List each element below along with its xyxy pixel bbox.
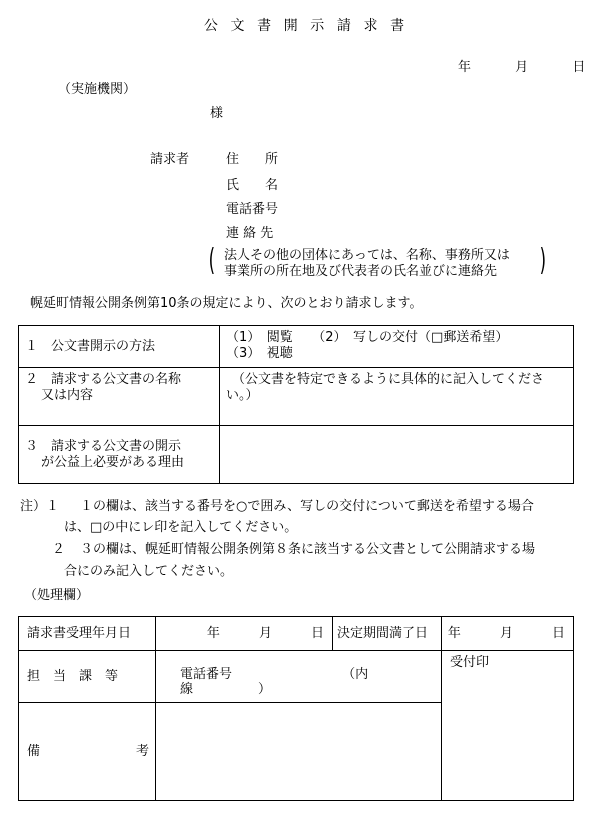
method-options-line1: （1） 閲覧 （2） 写しの交付（□郵送希望） xyxy=(226,330,509,345)
date-year: 年 xyxy=(458,60,472,75)
received-date-label-cell xyxy=(19,617,156,651)
deadline-field[interactable] xyxy=(442,617,574,651)
note1-line1: １の欄は、該当する番号を○で囲み、写しの交付について郵送を希望する場合 xyxy=(80,499,534,514)
doc-name-hint-line2: い。） xyxy=(226,387,259,403)
note1-line2: は、□の中にレ印を記入してください。 xyxy=(64,520,298,535)
processing-table xyxy=(18,616,574,801)
date-month: 月 xyxy=(515,60,529,75)
reason-label-line2: が公益上必要がある理由 xyxy=(41,454,185,470)
doc-name-label-line2: 又は内容 xyxy=(41,387,94,403)
right-paren-icon: ) xyxy=(539,243,547,278)
method-label: １ 公文書開示の方法 xyxy=(25,338,156,354)
deadline-month: 月 xyxy=(499,625,513,641)
phone-label: 電話番号 xyxy=(226,202,279,217)
sama-label: 様 xyxy=(210,106,224,121)
requester-label: 請求者 xyxy=(150,152,190,167)
received-month: 月 xyxy=(258,625,272,641)
org-label: （実施機関） xyxy=(58,82,137,97)
deadline-label-cell xyxy=(333,617,442,651)
intro-text: 幌延町情報公開条例第10条の規定により、次のとおり請求します。 xyxy=(30,296,423,311)
date-header xyxy=(458,60,585,76)
stamp-label: 受付印 xyxy=(450,655,490,670)
reason-field[interactable] xyxy=(220,426,574,484)
doc-name-hint-line1: （公文書を特定できるように具体的に記入してくださ xyxy=(232,372,545,387)
left-paren-icon: ( xyxy=(208,243,216,278)
address-label: 住 所 xyxy=(226,152,279,167)
remarks-label-2: 考 xyxy=(135,743,149,759)
note2-line2: 合にのみ記入してください。 xyxy=(64,564,234,579)
date-day: 日 xyxy=(572,60,586,75)
remarks-label-cell xyxy=(19,703,156,801)
dept-phone-label: 電話番号 xyxy=(180,666,233,682)
doc-name-label-cell xyxy=(19,368,220,426)
received-date-field[interactable] xyxy=(156,617,333,651)
deadline-label: 決定期間満了日 xyxy=(337,625,429,641)
request-form-table xyxy=(18,325,574,484)
note2-number: ２ xyxy=(52,542,66,557)
dept-label-cell xyxy=(19,651,156,703)
corp-note-line2: 事業所の所在地及び代表者の氏名並びに連絡先 xyxy=(224,264,498,279)
deadline-year: 年 xyxy=(447,625,461,641)
dept-field[interactable] xyxy=(156,651,442,703)
doc-name-field[interactable] xyxy=(220,368,574,426)
dept-label: 担 当 課 等 xyxy=(27,668,119,684)
reason-label-cell xyxy=(19,426,220,484)
method-options-line2: （3） 視聴 xyxy=(226,345,293,361)
method-label-cell xyxy=(19,326,220,368)
name-label: 氏 名 xyxy=(226,178,279,193)
remarks-field[interactable] xyxy=(156,703,442,801)
deadline-day: 日 xyxy=(551,625,565,641)
reason-label-line1: ３ 請求する公文書の開示 xyxy=(25,438,182,454)
received-day: 日 xyxy=(310,625,324,641)
page-title: 公文書開示請求書 xyxy=(203,18,417,34)
received-date-label: 請求書受理年月日 xyxy=(27,625,132,641)
corp-note-line1: 法人その他の団体にあっては、名称、事務所又は xyxy=(224,248,510,263)
processing-label: （処理欄） xyxy=(24,588,90,603)
received-year: 年 xyxy=(206,625,220,641)
note-prefix: 注）１ xyxy=(20,499,60,514)
stamp-field[interactable] xyxy=(442,651,574,801)
note2-line1: ３の欄は、幌延町情報公開条例第８条に該当する公文書として公開請求する場 xyxy=(80,542,536,557)
remarks-label-1: 備 xyxy=(27,743,41,759)
dept-extension-label: （内線 ） xyxy=(180,666,369,698)
contact-label: 連 絡 先 xyxy=(226,226,274,241)
method-options-cell[interactable] xyxy=(220,326,574,368)
doc-name-label-line1: ２ 請求する公文書の名称 xyxy=(25,372,182,387)
